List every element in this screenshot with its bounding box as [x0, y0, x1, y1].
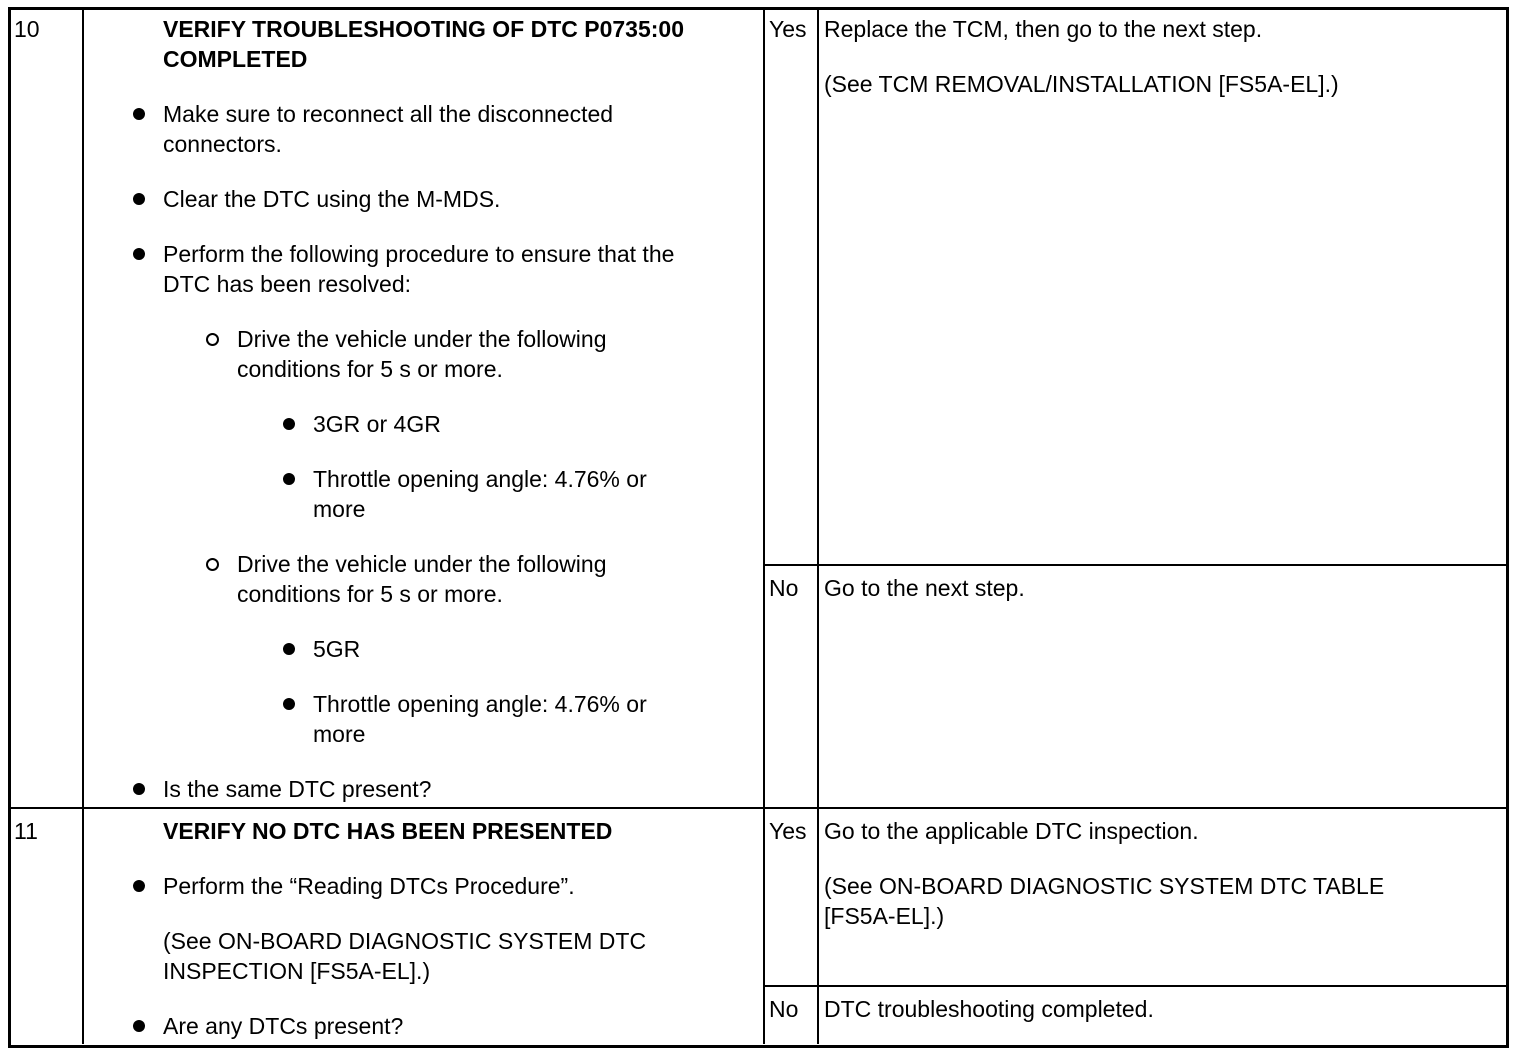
instruction-reading-dtcs: Perform the “Reading DTCs Procedure”.	[163, 873, 575, 899]
question-same-dtc: Is the same DTC present?	[163, 776, 432, 802]
throttle-condition-2-continued: more	[313, 721, 366, 747]
bullet-icon	[133, 108, 145, 120]
instruction-reference-link-continued[interactable]: INSPECTION [FS5A-EL].)	[163, 958, 431, 984]
yes-reference-link[interactable]: (See TCM REMOVAL/INSTALLATION [FS5A-EL].)	[824, 71, 1339, 97]
throttle-condition-1-continued: more	[313, 496, 366, 522]
bullet-icon	[283, 698, 295, 710]
gear-condition-2: 5GR	[313, 636, 361, 662]
instruction-reference-link[interactable]: (See ON-BOARD DIAGNOSTIC SYSTEM DTC	[163, 928, 647, 954]
yes-action: Go to the applicable DTC inspection.	[824, 818, 1199, 844]
gear-condition-1: 3GR or 4GR	[313, 411, 441, 437]
yes-reference-link-continued[interactable]: [FS5A-EL].)	[824, 903, 945, 929]
no-action: DTC troubleshooting completed.	[824, 996, 1154, 1022]
yes-reference-link[interactable]: (See ON-BOARD DIAGNOSTIC SYSTEM DTC TABLE	[824, 873, 1385, 899]
instruction-perform: Perform the following procedure to ensure that the	[163, 241, 675, 267]
sub-bullet-icon	[206, 558, 219, 571]
drive-condition-2-continued: conditions for 5 s or more.	[237, 581, 503, 607]
instruction-perform-continued: DTC has been resolved:	[163, 271, 412, 297]
bullet-icon	[133, 193, 145, 205]
step-title: VERIFY TROUBLESHOOTING OF DTC P0735:00	[163, 16, 685, 42]
step-number: 10	[14, 16, 40, 42]
instruction-reconnect: Make sure to reconnect all the disconnected	[163, 101, 614, 127]
yes-no-divider-row10	[763, 564, 1507, 566]
yes-label: Yes	[769, 818, 807, 844]
bullet-icon	[283, 643, 295, 655]
col-divider-step	[82, 8, 84, 1044]
instruction-reconnect-continued: connectors.	[163, 131, 282, 157]
step-title-continued: COMPLETED	[163, 46, 308, 72]
bullet-icon	[133, 880, 145, 892]
bullet-icon	[133, 1020, 145, 1032]
yes-action: Replace the TCM, then go to the next step.	[824, 16, 1263, 42]
col-divider-content	[763, 8, 765, 1044]
no-label: No	[769, 996, 799, 1022]
bullet-icon	[283, 418, 295, 430]
yes-label: Yes	[769, 16, 807, 42]
yes-no-divider-row11	[763, 985, 1507, 987]
throttle-condition-2: Throttle opening angle: 4.76% or	[313, 691, 647, 717]
bullet-icon	[283, 473, 295, 485]
question-any-dtcs: Are any DTCs present?	[163, 1013, 404, 1039]
sub-bullet-icon	[206, 333, 219, 346]
no-action: Go to the next step.	[824, 575, 1025, 601]
col-divider-answer	[817, 8, 819, 1044]
step-title: VERIFY NO DTC HAS BEEN PRESENTED	[163, 818, 613, 844]
drive-condition-1: Drive the vehicle under the following	[237, 326, 607, 352]
bullet-icon	[133, 783, 145, 795]
throttle-condition-1: Throttle opening angle: 4.76% or	[313, 466, 647, 492]
drive-condition-2: Drive the vehicle under the following	[237, 551, 607, 577]
no-label: No	[769, 575, 799, 601]
bullet-icon	[133, 248, 145, 260]
drive-condition-1-continued: conditions for 5 s or more.	[237, 356, 503, 382]
instruction-clear-dtc: Clear the DTC using the M-MDS.	[163, 186, 501, 212]
step-number: 11	[14, 818, 38, 844]
row-divider	[8, 807, 1508, 809]
